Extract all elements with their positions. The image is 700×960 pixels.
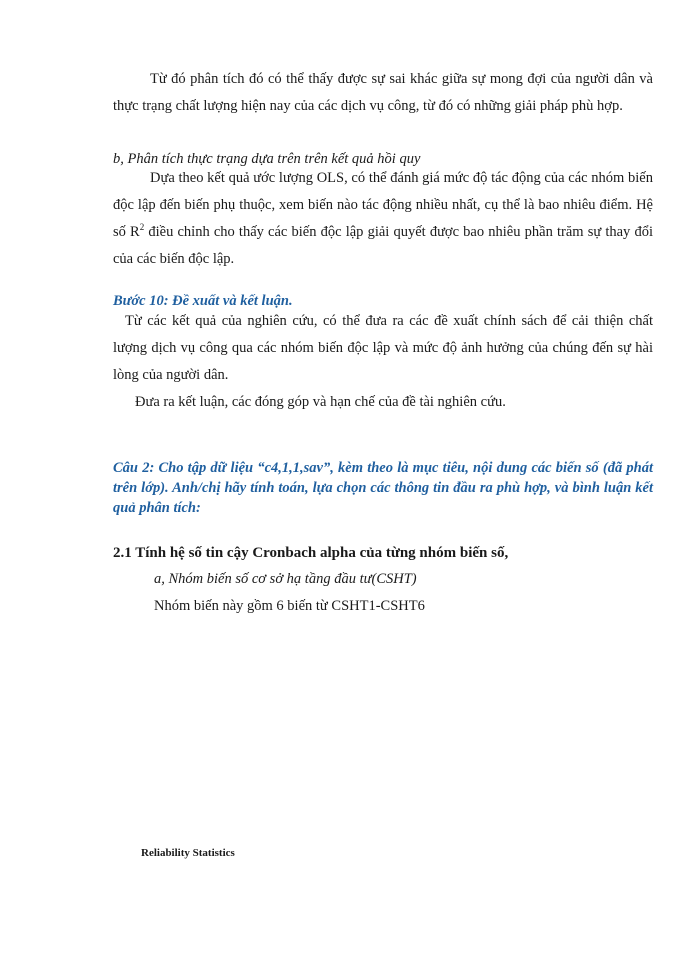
section-2-1-heading: 2.1 Tính hệ số tin cậy Cronbach alpha của từng nhóm biến số,: [113, 545, 509, 561]
paragraph-policy-proposals: Từ các kết quả của nghiên cứu, có thể đưa ra các đề xuất chính sách để cải thiện chất lượng dịch vụ công qua các nhóm biến độc lập và mức độ ảnh hưởng của chúng đến sự hài lòng của người dân.: [113, 313, 653, 383]
reliability-statistics-title: Reliability Statistics: [141, 847, 235, 859]
paragraph-conclusion: Đưa ra kết luận, các đóng góp và hạn chế của đề tài nghiên cứu.: [135, 394, 506, 410]
paragraph-ols-results: [113, 165, 653, 273]
ols-text-part1: Dựa theo kết quả ước lượng OLS, có thể đánh giá mức độ tác động của các nhóm biến độc lập đến biến phụ thuộc, xem biến nào tác động nhiều nhất, cụ thể là bao nhiêu điểm. Hệ số R: [113, 170, 653, 240]
subsection-a-heading: a, Nhóm biến số cơ sở hạ tầng đầu tư(CSHT): [154, 571, 417, 587]
question-2: Câu 2: Cho tập dữ liệu “c4,1,1,sav”, kèm theo là mục tiêu, nội dung các biến số (đã phát trên lớp). Anh/chị hãy tính toán, lựa chọn các thông tin đầu ra phù hợp, và bình luận kết quả phân tích:: [113, 460, 653, 516]
heading-b-regression: b, Phân tích thực trạng dựa trên trên kết quả hồi quy: [113, 151, 421, 167]
ols-text-part2: điều chỉnh cho thấy các biến độc lập giải quyết được bao nhiêu phần trăm sự thay đổi của các biến độc lập.: [113, 224, 653, 267]
r-squared-superscript: 2: [139, 222, 145, 233]
step10-heading: Bước 10: Đề xuất và kết luận.: [113, 293, 293, 309]
group-description: Nhóm biến này gồm 6 biến từ CSHT1-CSHT6: [154, 598, 425, 614]
paragraph-expectation-gap: Từ đó phân tích đó có thể thấy được sự sai khác giữa sự mong đợi của người dân và thực trạng chất lượng hiện nay của các dịch vụ công, từ đó có những giải pháp phù hợp.: [113, 71, 653, 114]
